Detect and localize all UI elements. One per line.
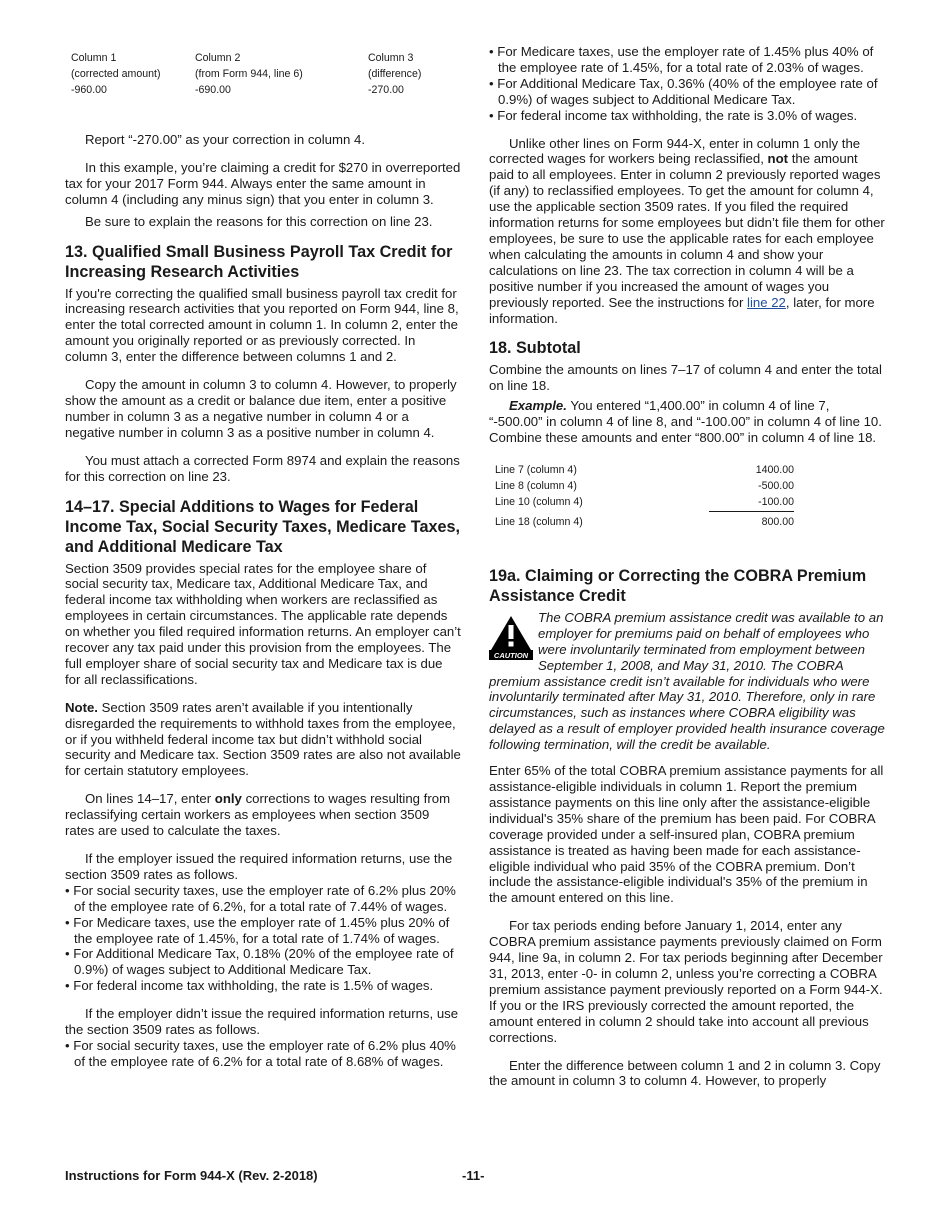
paragraph-explain: Be sure to explain the reasons for this correction on line 23.: [85, 213, 433, 229]
paragraph-18-1: Combine the amounts on lines 7–17 of column 4 and enter the total on line 18.: [489, 362, 882, 394]
table-column-2: [195, 50, 303, 98]
bullet-item: • For social security taxes, use the employer rate of 6.2% plus 20% of the employee rate of 6.2%, for a total rate of 7.44% of wages.: [65, 882, 456, 914]
caution-box: [489, 610, 885, 753]
caution-text: The COBRA premium assistance credit was available to an employer for premiums paid on behalf of employees who were involuntarily terminated from employment between September 1, 2008, and May 31, 2010. The COBRA premium assistance credit isn’t available for individuals who were involuntarily terminated after May 31, 2010. Therefore, only in rare circumstances, such as instances where COBRA eligibility was delayed as a result of employer provided health insurance coverage following termination, will the credit be available.: [489, 609, 885, 753]
paragraph-13-2: Copy the amount in column 3 to column 4. However, to properly show the amount as a credit or balance due item, enter a positive number in column 3 as a negative number in column 4 or a negative number in column 3 as a positive number in column 4.: [65, 377, 457, 440]
table-row: [495, 514, 794, 530]
paragraph-19-2: For tax periods ending before January 1, 2014, enter any COBRA premium assistance payments previously claimed on Form 944, line 9a, in column 2. For tax periods beginning after December 31, 2013, enter -0- in column 2, unless you’re correcting a COBRA premium assistance payment previously reported on a Form 944-X. If you or the IRS previously corrected the amount reported, the amount entered in column 2 should take into account all previous corrections.: [489, 918, 883, 1045]
paragraph-report: Report “-270.00” as your correction in column 4.: [85, 132, 365, 147]
column-subheader: (from Form 944, line 6): [195, 68, 303, 80]
paragraph-18-example: [489, 398, 885, 446]
emphasis: only: [214, 791, 242, 807]
heading-line-13: 13. Qualified Small Business Payroll Tax Credit for Increasing Research Activities: [65, 242, 453, 281]
bullet-item: • For social security taxes, use the employer rate of 6.2% plus 40% of the employee rate of 6.2% for a total rate of 8.68% of wages.: [65, 1037, 456, 1069]
table-row: [495, 478, 794, 494]
row-value: 800.00: [761, 515, 794, 528]
row-value: 1400.00: [755, 463, 794, 476]
footer-page-number: -11-: [462, 1168, 485, 1183]
column-value: -960.00: [71, 84, 107, 96]
paragraph-19-3: Enter the difference between column 1 and 2 in column 3. Copy the amount in column 3 to column 4. However, to properly: [489, 1057, 881, 1089]
column-subheader: (corrected amount): [71, 68, 161, 80]
paragraph-13-1: If you're correcting the qualified small business payroll tax credit for increasing research activities that you reported on Form 944, line 8, enter the total corrected amount in column 1. In column 2, enter the amount you originally reported or as previously corrected. In column 3, enter the difference between columns 1 and 2.: [65, 285, 459, 365]
paragraph-14-issued: If the employer issued the required information returns, use the section 3509 rates as follows.: [65, 851, 453, 882]
text: On lines 14–17, enter: [85, 791, 212, 807]
caution-icon-label: CAUTION: [493, 650, 529, 660]
row-value: -100.00: [758, 495, 794, 508]
sum-rule: [709, 511, 794, 512]
emphasis: not: [767, 151, 789, 167]
text: the amount paid to all employees. Enter in column 2 previously reported wages (if any) to reclassified employees. To get the amount for column 4, use the applicable section 3509 rates. If you filed the required information returns for some employees but didn’t file them for other employees, be sure to use the applicable rates for each employee when calculating the amounts in column 4 and show your calculations on line 23. The tax correction in column 4 will be a positive number if you increased the amount of wages you previously reported. See the instructions for: [489, 151, 885, 310]
row-label: Line 10 (column 4): [495, 495, 583, 508]
footer-form-title: Instructions for Form 944-X (Rev. 2-2018): [65, 1168, 318, 1183]
table-column-3: [368, 50, 421, 98]
heading-lines-14-17: 14–17. Special Additions to Wages for Federal Income Tax, Social Security Taxes, Medicare Taxes, and Additional Medicare Tax: [65, 497, 460, 556]
table-column-1: [71, 50, 161, 98]
row-label: Line 8 (column 4): [495, 479, 577, 492]
column-value: -270.00: [368, 84, 404, 96]
paragraph-unlike: [489, 136, 885, 327]
subtotal-table: [489, 458, 885, 550]
left-column: [65, 44, 461, 1070]
text: Unlike other lines on Form 944-X, enter in column 1 only the corrected wages for workers being reclassified,: [489, 135, 861, 167]
bullet-item: • For Medicare taxes, use the employer rate of 1.45% plus 20% of the employee rate of 1.45%, for a total rate of 1.74% of wages.: [65, 914, 450, 946]
text: , later, for more information.: [489, 294, 875, 326]
paragraph-14-1: Section 3509 provides special rates for the employee share of social security tax, Medicare tax, Additional Medicare Tax, and federal income tax withholding when workers are reclassified as employees in certain circumstances. The applicable rate depends on whether you filed required information returns. An employer can’t recover any tax paid under this provision from the employees. The full employer share of social security tax and Medicare tax is due for all reclassifications.: [65, 560, 461, 687]
note-text: Section 3509 rates aren’t available if you intentionally disregarded the requirements to withhold taxes from the employee, or if you withheld federal income tax but didn’t withhold social security and Medicare tax. Section 3509 rates are also not available for certain statutory employees.: [65, 699, 461, 779]
example-label: Example.: [509, 398, 567, 414]
line-22-link[interactable]: line 22: [747, 294, 786, 310]
row-label: Line 18 (column 4): [495, 515, 583, 528]
example-correction-table: [65, 44, 461, 106]
paragraph-14-only: [65, 791, 461, 839]
table-row: [495, 462, 794, 478]
heading-line-18: 18. Subtotal: [489, 339, 581, 358]
row-value: -500.00: [758, 479, 794, 492]
column-subheader: (difference): [368, 68, 422, 80]
paragraph-13-3: You must attach a corrected Form 8974 and explain the reasons for this correction on line 23.: [65, 452, 460, 484]
bullet-item: • For federal income tax withholding, the rate is 3.0% of wages.: [489, 107, 858, 123]
paragraph-14-didnt: If the employer didn’t issue the required information returns, use the section 3509 rates as follows.: [65, 1006, 459, 1038]
note-paragraph: [65, 700, 461, 780]
bullet-item: • For Additional Medicare Tax, 0.36% (40% of the employee rate of 0.9%) of wages subject to Additional Medicare Tax.: [489, 75, 878, 107]
column-value: -690.00: [195, 84, 231, 96]
column-header: Column 2: [195, 52, 241, 64]
bullet-item: • For Additional Medicare Tax, 0.18% (20% of the employee rate of 0.9%) of wages subject to Additional Medicare Tax.: [65, 946, 454, 978]
caution-icon: [489, 614, 533, 660]
row-label: Line 7 (column 4): [495, 463, 577, 476]
text: corrections to wages resulting from reclassifying certain workers as employees when section 3509 rates are used to calculate the taxes.: [65, 791, 451, 839]
bullet-item: • For Medicare taxes, use the employer rate of 1.45% plus 40% of the employee rate of 1.45%, for a total rate of 2.03% of wages.: [489, 44, 874, 75]
column-header: Column 3: [368, 52, 414, 64]
bullet-item: • For federal income tax withholding, the rate is 1.5% of wages.: [65, 978, 434, 994]
right-column: [489, 44, 885, 1101]
heading-line-19a: 19a. Claiming or Correcting the COBRA Premium Assistance Credit: [489, 566, 867, 605]
table-row: [495, 494, 794, 510]
paragraph-example: In this example, you’re claiming a credit for $270 in overreported tax for your 2017 Form 944. Always enter the same amount in column 4 (including any minus sign) that you enter in column 3.: [65, 159, 461, 207]
column-header: Column 1: [71, 52, 117, 64]
note-label: Note.: [65, 699, 98, 715]
paragraph-19-1: Enter 65% of the total COBRA premium assistance payments for all assistance-eligible individuals in column 1. Report the premium assistance payments on this line only after the assistance-eligible individual's 35% share of the premium has been paid. For COBRA coverage provided under a self-insured plan, COBRA premium assistance is treated as having been made for each assistance-eligible individual who paid 35% of the COBRA premium. Don’t include the assistance-eligible individual's 35% of the premium in the amount entered on this line.: [489, 763, 884, 906]
example-text: You entered “1,400.00” in column 4 of line 7, “-500.00” in column 4 of line 8, and “-100.00” in column 4 of line 10. Combine these amounts and enter “800.00” in column 4 of line 18.: [489, 398, 882, 446]
